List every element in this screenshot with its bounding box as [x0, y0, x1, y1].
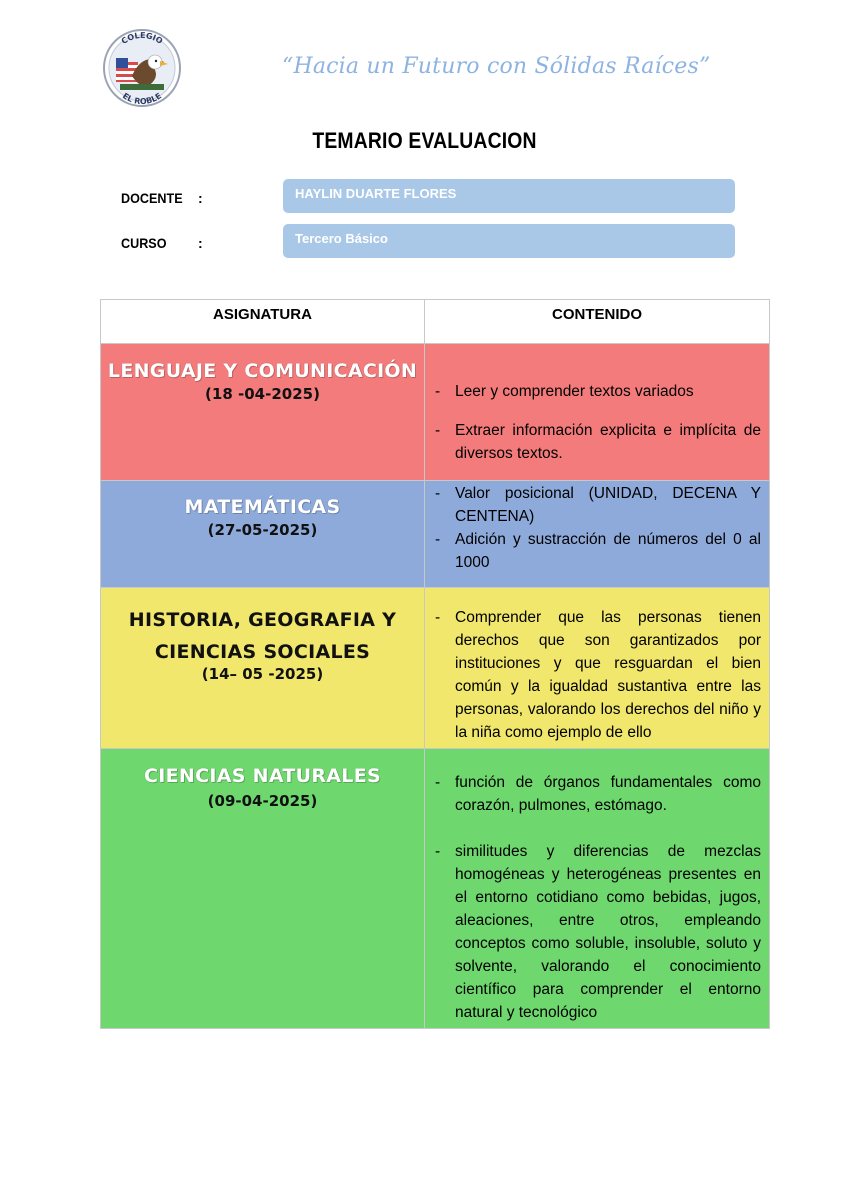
subject-name: HISTORIA, GEOGRAFIA Y — [128, 609, 397, 631]
logo-text-top: COLEGIO — [119, 30, 165, 46]
docente-colon: : — [198, 190, 203, 206]
temario-table — [100, 299, 770, 1029]
curso-label: CURSO — [121, 235, 167, 251]
subject-cell — [101, 588, 425, 749]
bullet-dash: - — [435, 843, 441, 860]
content-item — [435, 419, 761, 465]
content-text: Comprender que las personas tienen derechos que son garantizados por instituciones y que resguardan el bien común y la igualdad sustantiva entre las personas, valorando los derechos del niño y la niña como ejemplo de ello — [455, 609, 761, 741]
table-header-row — [101, 300, 770, 344]
curso-field: Tercero Básico — [283, 224, 735, 258]
docente-label: DOCENTE — [121, 190, 183, 206]
subject-cell — [101, 481, 425, 588]
table-row-matematicas — [101, 481, 770, 588]
school-logo — [98, 28, 186, 108]
table-row-ciencias — [101, 749, 770, 1029]
content-item — [435, 771, 761, 817]
header-contenido: CONTENIDO — [425, 300, 770, 344]
subject-name: CIENCIAS NATURALES — [144, 765, 381, 787]
content-item — [435, 606, 761, 744]
page-title: TEMARIO EVALUACION — [312, 128, 537, 153]
table-row-historia — [101, 588, 770, 749]
subject-date: (14– 05 -2025) — [201, 665, 324, 683]
content-text: Adición y sustracción de números del 0 al 1000 — [455, 531, 761, 571]
bullet-dash: - — [435, 774, 441, 791]
bullet-dash: - — [435, 531, 441, 548]
content-text: similitudes y diferencias de mezclas homogéneas y heterogéneas presentes en el entorno cotidiano como bebidas, jugos, aleaciones, entre otros, empleando conceptos como soluble, insoluble, soluto y solvente, valorando el conocimiento científico para comprender el entorno natural y tecnológico — [455, 843, 761, 1021]
content-item — [435, 482, 761, 528]
subject-cell — [101, 749, 425, 1029]
content-item — [435, 380, 761, 403]
subject-cell — [101, 344, 425, 481]
bullet-dash: - — [435, 609, 441, 626]
content-text: Valor posicional (UNIDAD, DECENA Y CENTENA) — [455, 485, 761, 525]
bullet-dash: - — [435, 485, 441, 502]
bullet-dash: - — [435, 383, 441, 400]
content-text: Leer y comprender textos variados — [455, 383, 694, 400]
school-motto: “Hacia un Futuro con Sólidas Raíces” — [282, 54, 711, 79]
table-row-lenguaje — [101, 344, 770, 481]
subject-name: CIENCIAS SOCIALES — [154, 641, 371, 663]
subject-name: MATEMÁTICAS — [184, 496, 341, 518]
content-cell — [425, 481, 770, 588]
docente-field: HAYLIN DUARTE FLORES — [283, 179, 735, 213]
header-asignatura: ASIGNATURA — [101, 300, 425, 344]
content-item — [435, 528, 761, 574]
bullet-dash: - — [435, 422, 441, 439]
content-cell — [425, 749, 770, 1029]
subject-date: (18 -04-2025) — [205, 385, 320, 403]
content-cell — [425, 344, 770, 481]
subject-date: (27-05-2025) — [207, 521, 318, 539]
subject-name: LENGUAJE Y COMUNICACIÓN — [107, 360, 418, 382]
curso-colon: : — [198, 235, 203, 251]
subject-date: (09-04-2025) — [207, 792, 318, 810]
content-item — [435, 840, 761, 1024]
content-text: Extraer información explicita e implícita de diversos textos. — [455, 422, 761, 462]
content-cell — [425, 588, 770, 749]
logo-text-bottom: EL ROBLE — [120, 91, 164, 107]
content-text: función de órganos fundamentales como corazón, pulmones, estómago. — [455, 774, 761, 814]
